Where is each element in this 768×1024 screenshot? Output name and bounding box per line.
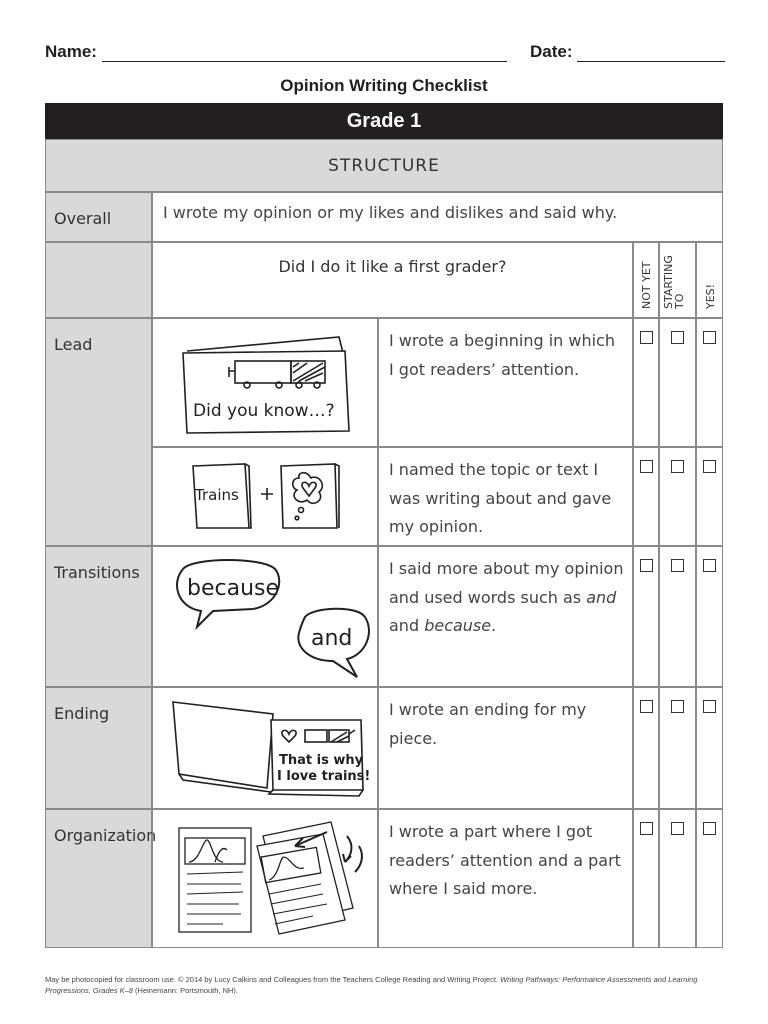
organization-text: I wrote a part where I got readers’ attention and a part where I said more. (389, 822, 621, 898)
lead-description (378, 318, 633, 447)
transitions-text-mid: and (389, 616, 425, 635)
organization-check-not-yet-cell (633, 809, 659, 948)
transitions-description (378, 546, 633, 687)
overall-text: I wrote my opinion or my likes and dislikes and said why. (163, 203, 618, 222)
row-label-lead (45, 318, 152, 546)
ending-line-2: I love trains! (277, 769, 371, 784)
topic-check-yes-cell (696, 447, 723, 546)
lead-check-not-yet-cell (633, 318, 659, 447)
rating-label-yes: YES! (704, 283, 717, 309)
ending-check-starting-cell (659, 687, 696, 809)
lead-text: I wrote a beginning in which I got readers’ attention. (389, 331, 615, 379)
lead-book-illustration (153, 319, 377, 446)
transitions-text-em-and: and (586, 587, 617, 607)
ending-text: I wrote an ending for my piece. (389, 700, 587, 748)
footer-book-title: Writing Pathways: Performance Assessments and Learning Progressions, Grades K–8 (45, 975, 698, 995)
checkbox-ending-yes[interactable] (703, 700, 716, 713)
lead-caption: Did you know…? (193, 401, 335, 421)
topic-word: Trains (195, 486, 239, 504)
checkbox-ending-not-yet[interactable] (640, 700, 653, 713)
name-field[interactable] (45, 42, 507, 66)
organization-check-yes-cell (696, 809, 723, 948)
checkbox-topic-yes[interactable] (703, 460, 716, 473)
ending-check-not-yet-cell (633, 687, 659, 809)
ending-book-illustration (153, 688, 377, 808)
rating-header-not-yet (633, 242, 659, 318)
name-line[interactable] (102, 43, 507, 62)
organization-description (378, 809, 633, 948)
checkbox-organization-yes[interactable] (703, 822, 716, 835)
organization-check-starting-cell (659, 809, 696, 948)
overall-description (152, 192, 723, 242)
question-cell (152, 242, 633, 318)
checkbox-lead-yes[interactable] (703, 331, 716, 344)
row-label-organization (45, 809, 157, 948)
transitions-text-em-because: because (424, 616, 492, 635)
topic-text: I named the topic or text I was writing about and gave my opinion. (389, 460, 612, 536)
section-title: STRUCTURE (328, 156, 440, 176)
row-label-overall (45, 192, 152, 242)
checkbox-topic-not-yet[interactable] (640, 460, 653, 473)
checkbox-transitions-starting-to[interactable] (671, 559, 684, 572)
transitions-illustration-cell (152, 546, 378, 687)
rating-label-starting-to: STARTING TO (662, 255, 686, 309)
topic-description (378, 447, 633, 546)
transitions-check-starting-cell (659, 546, 696, 687)
ending-check-yes-cell (696, 687, 723, 809)
lead-label: Lead (54, 335, 93, 354)
overall-label: Overall (54, 209, 112, 228)
grade-banner: Grade 1 (45, 103, 723, 139)
topic-illustration-cell (152, 447, 378, 546)
copyright-footer (45, 974, 725, 996)
question-text: Did I do it like a first grader? (278, 257, 507, 276)
name-label: Name: (45, 42, 97, 61)
checkbox-organization-not-yet[interactable] (640, 822, 653, 835)
transitions-text-after: . (491, 616, 497, 635)
date-line[interactable] (577, 43, 725, 62)
topic-check-starting-cell (659, 447, 696, 546)
lead-check-starting-cell (659, 318, 696, 447)
topic-check-not-yet-cell (633, 447, 659, 546)
organization-illustration-cell (152, 809, 378, 948)
checkbox-lead-not-yet[interactable] (640, 331, 653, 344)
organization-label: Organization (54, 826, 157, 845)
checkbox-organization-starting-to[interactable] (671, 822, 684, 835)
footer-text: May be photocopied for classroom use. © 2014 by Lucy Calkins and Colleagues from the Teachers College Reading and Writing Project. (45, 975, 501, 984)
ending-label: Ending (54, 704, 110, 723)
row-label-ending (45, 687, 152, 809)
rating-label-not-yet: NOT YET (640, 261, 653, 309)
transition-word-and: and (311, 626, 353, 651)
ending-description (378, 687, 633, 809)
footer-text-end: (Heinemann: Portsmouth, NH). (132, 986, 239, 995)
section-header (45, 139, 723, 192)
transitions-check-yes-cell (696, 546, 723, 687)
checkbox-transitions-yes[interactable] (703, 559, 716, 572)
topic-illustration (153, 448, 377, 545)
rating-header-starting-to (659, 242, 696, 318)
question-row-spacer (45, 242, 152, 318)
date-field[interactable] (530, 42, 725, 66)
transitions-illustration (153, 547, 377, 686)
checkbox-lead-starting-to[interactable] (671, 331, 684, 344)
checkbox-ending-starting-to[interactable] (671, 700, 684, 713)
lead-check-yes-cell (696, 318, 723, 447)
row-label-transitions (45, 546, 152, 687)
checklist-table (45, 139, 723, 948)
transitions-check-not-yet-cell (633, 546, 659, 687)
transition-word-because: because (187, 576, 280, 601)
checkbox-topic-starting-to[interactable] (671, 460, 684, 473)
rating-header-yes (696, 242, 723, 318)
date-label: Date: (530, 42, 573, 61)
ending-illustration-cell (152, 687, 378, 809)
checkbox-transitions-not-yet[interactable] (640, 559, 653, 572)
organization-pages-illustration (153, 810, 377, 947)
lead-illustration-cell (152, 318, 378, 447)
transitions-text-before: I said more about my opinion and used words such as (389, 559, 624, 607)
transitions-label: Transitions (54, 563, 140, 582)
page-title: Opinion Writing Checklist (280, 76, 488, 95)
ending-line-1: That is why (279, 753, 364, 768)
